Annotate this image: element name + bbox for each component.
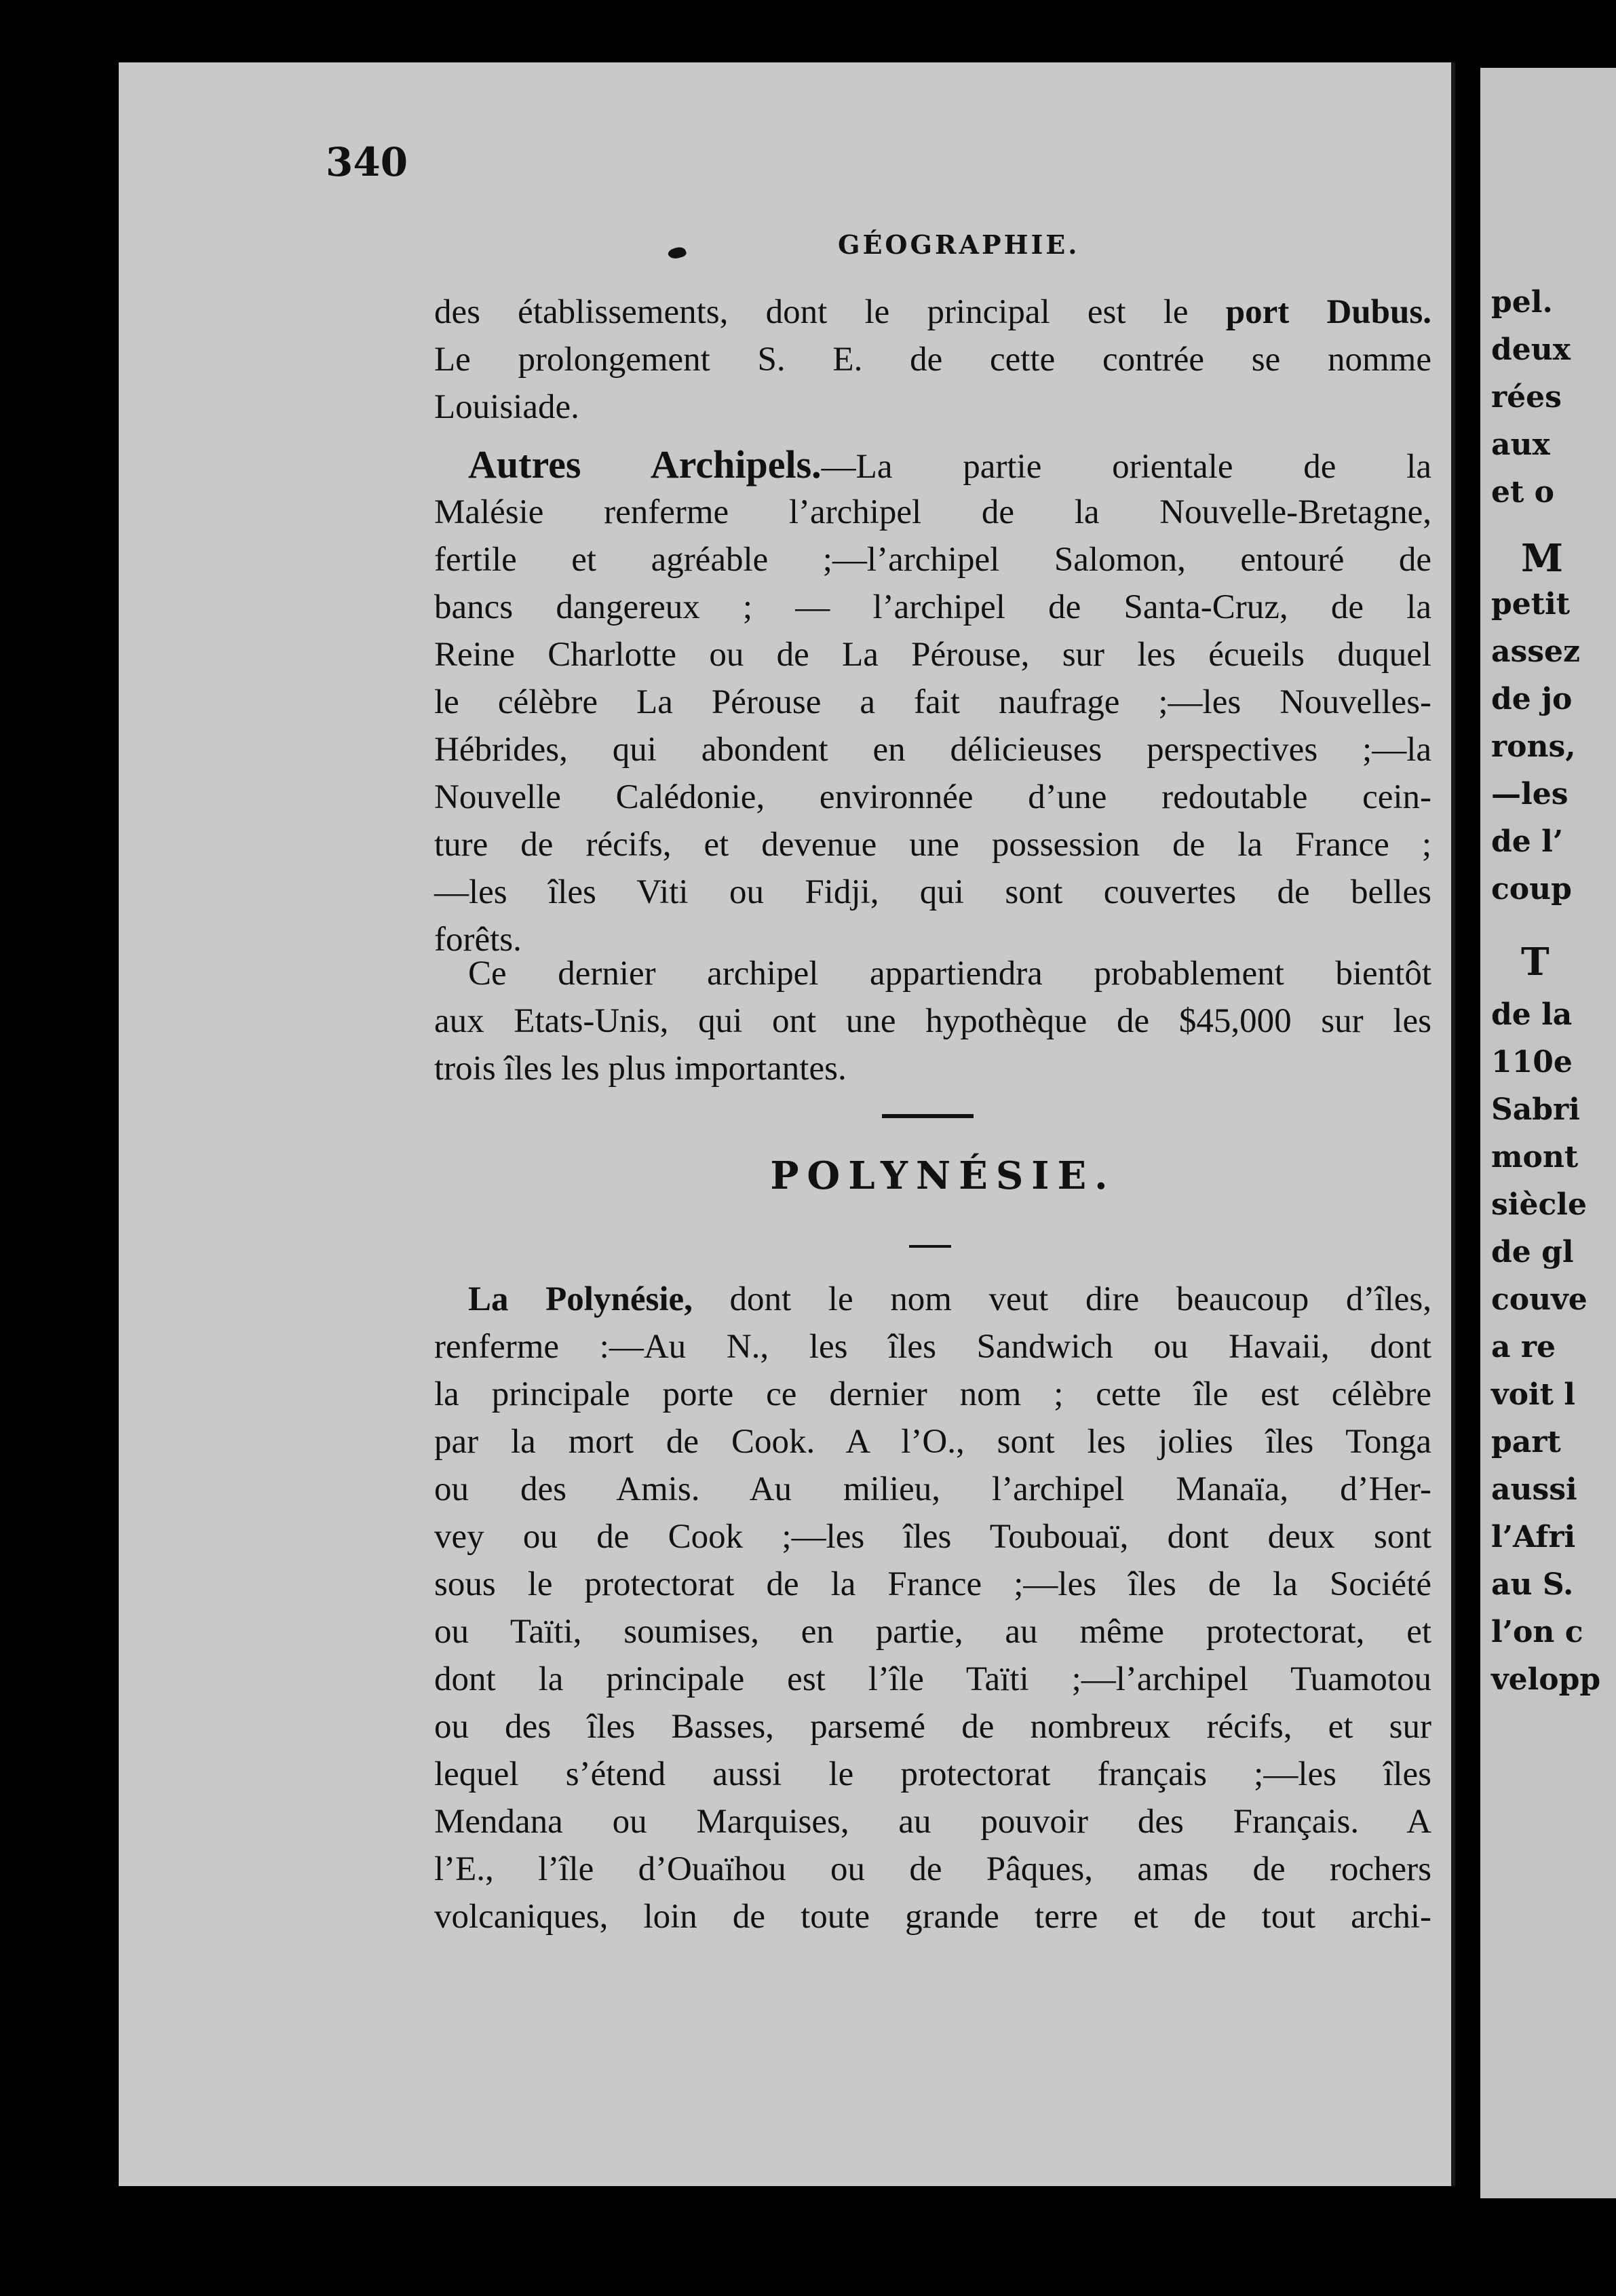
text-line: des établissements, dont le principal est le port Dubus. [434, 293, 1431, 331]
facing-page-line: rées [1491, 380, 1562, 415]
facing-page-line: pel. [1491, 285, 1553, 320]
text-line: trois îles les plus importantes. [434, 1050, 847, 1088]
text-line: La Polynésie, dont le nom veut dire beaucoup d’îles, [468, 1280, 1431, 1318]
facing-page-line: rons, [1491, 729, 1576, 764]
text-line: Hébrides, qui abondent en délicieuses perspectives ;—la [434, 731, 1431, 769]
text-line: renferme :—Au N., les îles Sandwich ou Havaii, dont [434, 1328, 1431, 1366]
facing-page-line: a re [1491, 1330, 1556, 1364]
text-line: fertile et agréable ;—l’archipel Salomon, entouré de [434, 541, 1431, 579]
facing-page-line: l’Afri [1491, 1520, 1576, 1554]
paragraph-1 [434, 288, 1431, 431]
text-line: le célèbre La Pérouse a fait naufrage ;—les Nouvelles- [434, 683, 1431, 721]
text-line: ture de récifs, et devenue une possession de la France ; [434, 826, 1431, 864]
facing-page-line: couve [1491, 1282, 1588, 1317]
facing-page-line: —les [1491, 777, 1569, 811]
paragraph-3 [434, 950, 1431, 1092]
text-line: la principale porte ce dernier nom ; cette île est célèbre [434, 1375, 1431, 1413]
text-line: par la mort de Cook. A l’O., sont les jolies îles Tonga [434, 1423, 1431, 1461]
text-line: aux Etats-Unis, qui ont une hypothèque de $45,000 sur les [434, 1002, 1431, 1040]
facing-page-line: de gl [1491, 1235, 1574, 1269]
text-line: Nouvelle Calédonie, environnée d’une redoutable cein- [434, 778, 1431, 816]
facing-page-line: au S. [1491, 1567, 1574, 1602]
facing-page-line: velopp [1491, 1662, 1601, 1697]
facing-page-line: part [1491, 1425, 1561, 1459]
facing-page-line: assez [1491, 634, 1581, 669]
section-rule [882, 1114, 974, 1118]
facing-page-line: deux [1491, 332, 1571, 367]
running-head: GÉOGRAPHIE. [838, 229, 1080, 260]
section-title: POLYNÉSIE. [770, 1153, 1116, 1198]
text-line: vey ou de Cook ;—les îles Toubouaï, dont deux sont [434, 1518, 1431, 1556]
text-line: Ce dernier archipel appartiendra probablement bientôt [468, 955, 1431, 993]
paragraph-2 [434, 441, 1431, 963]
facing-page-line: l’on c [1491, 1615, 1583, 1649]
lead-heading: La Polynésie, [468, 1280, 693, 1318]
facing-page-line: de l’ [1491, 824, 1564, 859]
text-line: Le prolongement S. E. de cette contrée se nomme [434, 341, 1431, 379]
facing-page [1480, 68, 1616, 2198]
paragraph-4 [434, 1276, 1431, 1940]
text-line: lequel s’étend aussi le protectorat français ;—les îles [434, 1755, 1431, 1793]
facing-page-line: 110e [1491, 1045, 1573, 1079]
text-line: Malésie renferme l’archipel de la Nouvelle-Bretagne, [434, 493, 1431, 531]
facing-page-line: et o [1491, 475, 1554, 510]
section-rule-short [909, 1245, 951, 1248]
facing-page-line: de jo [1491, 682, 1573, 716]
text-line: sous le protectorat de la France ;—les îles de la Société [434, 1565, 1431, 1603]
facing-page-line: aussi [1491, 1472, 1577, 1507]
facing-page-line: Sabri [1491, 1092, 1580, 1127]
text-line: ou des îles Basses, parsemé de nombreux récifs, et sur [434, 1708, 1431, 1746]
facing-page-line: petit [1491, 587, 1571, 621]
facing-page-line: M [1521, 536, 1563, 581]
text-line: ou des Amis. Au milieu, l’archipel Manaïa, d’Her- [434, 1470, 1431, 1508]
facing-page-line: coup [1491, 872, 1572, 906]
facing-page-line: aux [1491, 427, 1550, 462]
facing-page-line: siècle [1491, 1187, 1587, 1222]
text-line: bancs dangereux ; — l’archipel de Santa-Cruz, de la [434, 588, 1431, 626]
text-line: dont la principale est l’île Taïti ;—l’archipel Tuamotou [434, 1660, 1431, 1698]
facing-page-line: de la [1491, 997, 1573, 1032]
text-line: ou Taïti, soumises, en partie, au même protectorat, et [434, 1613, 1431, 1651]
facing-page-line: mont [1491, 1140, 1579, 1174]
lead-heading: Autres Archipels. [468, 442, 822, 486]
text-line: Autres Archipels.—La partie orientale de la [468, 442, 1431, 486]
text-line: Mendana ou Marquises, au pouvoir des Français. A [434, 1803, 1431, 1841]
text-line: volcaniques, loin de toute grande terre et de tout archi- [434, 1898, 1431, 1936]
text-line: l’E., l’île d’Ouaïhou ou de Pâques, amas de rochers [434, 1850, 1431, 1888]
text-line: —les îles Viti ou Fidji, qui sont couvertes de belles [434, 873, 1431, 911]
text-line: Louisiade. [434, 388, 579, 426]
text-line: forêts. [434, 921, 522, 959]
facing-page-line: voit l [1491, 1377, 1575, 1412]
page-number: 340 [326, 139, 408, 185]
facing-page-line: T [1521, 940, 1550, 984]
text-line: Reine Charlotte ou de La Pérouse, sur les écueils duquel [434, 636, 1431, 674]
